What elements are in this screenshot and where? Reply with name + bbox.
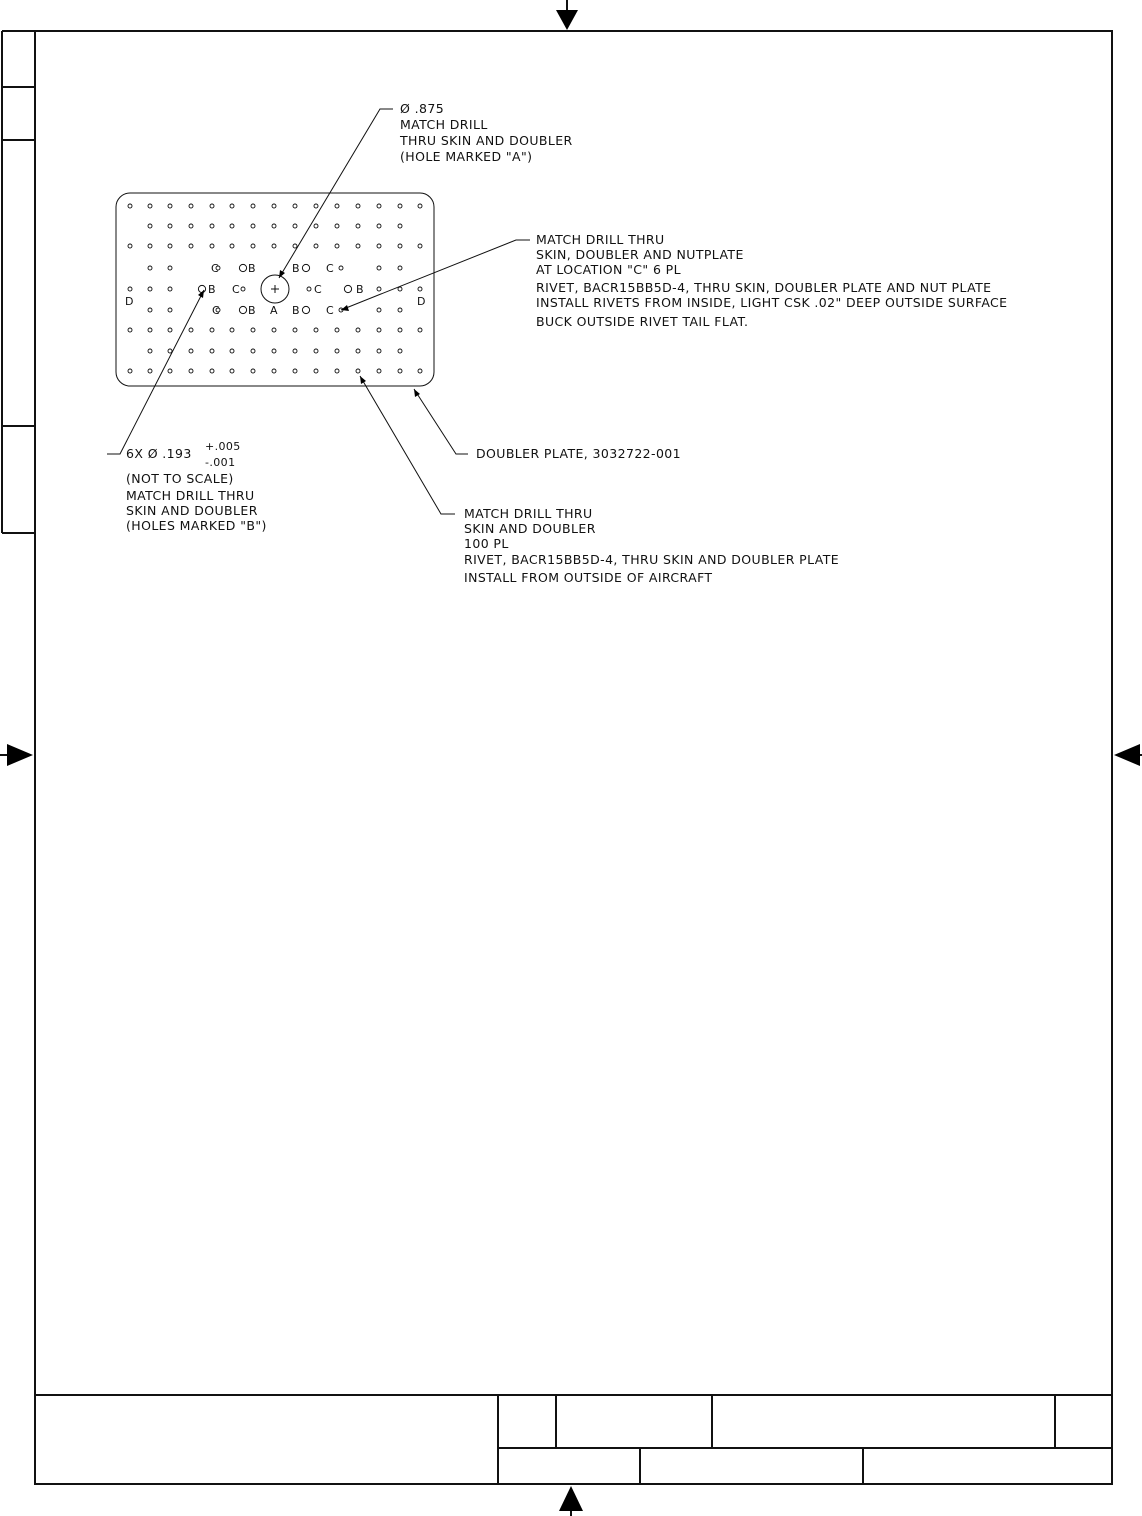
rivet-hole bbox=[210, 244, 214, 248]
rivet-hole bbox=[128, 328, 132, 332]
rivet-hole bbox=[251, 369, 255, 373]
rivet-hole bbox=[398, 349, 402, 353]
rivet-hole bbox=[377, 244, 381, 248]
hole-b-size: 6X Ø .193 bbox=[126, 446, 192, 461]
hole-b bbox=[239, 306, 246, 313]
hole-label-c: C bbox=[232, 283, 241, 296]
doubler-plate-label: DOUBLER PLATE, 3032722-001 bbox=[476, 446, 681, 461]
rivet-hole bbox=[148, 328, 152, 332]
rivet-hole bbox=[251, 328, 255, 332]
rivet-hole bbox=[251, 244, 255, 248]
rivet-hole bbox=[189, 328, 193, 332]
callout-line: SKIN AND DOUBLER bbox=[464, 521, 596, 536]
callout-line: AT LOCATION "C" 6 PL bbox=[536, 262, 681, 277]
rivet-hole bbox=[314, 224, 318, 228]
callout-line: MATCH DRILL THRU bbox=[464, 506, 593, 521]
rivet-hole bbox=[210, 328, 214, 332]
rivet-hole bbox=[148, 369, 152, 373]
rivet-hole bbox=[335, 328, 339, 332]
callout-line: MATCH DRILL THRU bbox=[126, 488, 255, 503]
hole-b bbox=[302, 306, 309, 313]
rivet-hole bbox=[168, 328, 172, 332]
rivet-hole bbox=[377, 204, 381, 208]
left-center-arrow bbox=[7, 744, 33, 766]
hole-label-c: C bbox=[212, 304, 221, 317]
rivet-hole bbox=[272, 204, 276, 208]
rivet-hole bbox=[293, 204, 297, 208]
rivet-hole bbox=[377, 266, 381, 270]
rivet-hole bbox=[128, 287, 132, 291]
callout-line: MATCH DRILL THRU bbox=[536, 232, 665, 247]
callout-line: RIVET, BACR15BB5D-4, THRU SKIN, DOUBLER PLATE AND NUT PLATE bbox=[536, 280, 992, 295]
rivet-hole bbox=[168, 266, 172, 270]
rivet-hole bbox=[128, 369, 132, 373]
rivet-hole bbox=[230, 204, 234, 208]
tolerance-plus: +.005 bbox=[205, 440, 241, 453]
top-center-arrow bbox=[556, 10, 578, 30]
rivet-hole bbox=[272, 369, 276, 373]
rivet-hole bbox=[418, 328, 422, 332]
hole-label-b: B bbox=[248, 262, 256, 275]
rivet-hole bbox=[230, 328, 234, 332]
rivet-hole bbox=[398, 287, 402, 291]
hole-label-a: A bbox=[270, 304, 278, 317]
rivet-hole bbox=[398, 328, 402, 332]
rivet-hole bbox=[272, 328, 276, 332]
callout-line: SKIN, DOUBLER AND NUTPLATE bbox=[536, 247, 744, 262]
rivet-hole bbox=[168, 369, 172, 373]
rivet-hole bbox=[314, 204, 318, 208]
rivet-hole bbox=[168, 224, 172, 228]
rivet-hole bbox=[272, 224, 276, 228]
rivet-hole bbox=[335, 349, 339, 353]
rivet-hole bbox=[398, 369, 402, 373]
right-center-arrow bbox=[1114, 744, 1140, 766]
rivet-hole bbox=[377, 224, 381, 228]
rivet-hole bbox=[377, 369, 381, 373]
rivet-hole bbox=[210, 224, 214, 228]
hole-label-b: B bbox=[292, 262, 300, 275]
rivet-hole bbox=[272, 244, 276, 248]
rivet-hole bbox=[398, 266, 402, 270]
rivet-hole bbox=[148, 224, 152, 228]
rivet-hole bbox=[148, 244, 152, 248]
callout-holes-b bbox=[126, 440, 267, 533]
rivet-hole bbox=[210, 369, 214, 373]
rivet-hole bbox=[314, 244, 318, 248]
rivet-hole bbox=[293, 244, 297, 248]
rivet-hole bbox=[314, 349, 318, 353]
rivet-hole bbox=[189, 349, 193, 353]
callout-hole-a bbox=[399, 101, 573, 164]
hole-label-c: C bbox=[314, 283, 323, 296]
rivet-hole bbox=[189, 204, 193, 208]
rivet-hole bbox=[210, 204, 214, 208]
rivet-hole bbox=[230, 369, 234, 373]
hole-label-b: B bbox=[292, 304, 300, 317]
rivet-hole bbox=[314, 369, 318, 373]
callout-line: THRU SKIN AND DOUBLER bbox=[400, 133, 573, 148]
rivet-hole bbox=[356, 224, 360, 228]
rivet-hole bbox=[398, 244, 402, 248]
hole-label-d: D bbox=[417, 295, 426, 308]
rivet-hole bbox=[293, 224, 297, 228]
hole-c bbox=[339, 266, 343, 270]
callout-line: Ø .875 bbox=[400, 101, 445, 116]
rivet-hole bbox=[148, 266, 152, 270]
rivet-hole bbox=[148, 287, 152, 291]
rivet-hole bbox=[377, 328, 381, 332]
rivet-hole bbox=[210, 349, 214, 353]
rivet-hole bbox=[128, 204, 132, 208]
rivet-hole bbox=[293, 328, 297, 332]
callout-line: INSTALL FROM OUTSIDE OF AIRCRAFT bbox=[464, 570, 713, 585]
tolerance-minus: -.001 bbox=[205, 456, 236, 469]
rivet-hole bbox=[398, 308, 402, 312]
leader-doubler bbox=[414, 389, 468, 454]
hole-label-c: C bbox=[326, 262, 335, 275]
rivet-hole bbox=[418, 244, 422, 248]
hole-c bbox=[307, 287, 311, 291]
hole-label-c: C bbox=[211, 262, 220, 275]
hole-label-c: C bbox=[326, 304, 335, 317]
callout-line: MATCH DRILL bbox=[400, 117, 488, 132]
callout-doubler bbox=[476, 446, 681, 461]
rivet-hole bbox=[335, 369, 339, 373]
rivet-hole bbox=[272, 349, 276, 353]
callout-nutplate bbox=[536, 232, 1007, 329]
rivet-hole bbox=[230, 349, 234, 353]
hole-label-b: B bbox=[356, 283, 364, 296]
hole-label-d: D bbox=[125, 295, 134, 308]
rivet-hole bbox=[168, 204, 172, 208]
callout-line: SKIN AND DOUBLER bbox=[126, 503, 258, 518]
callout-line: RIVET, BACR15BB5D-4, THRU SKIN AND DOUBLER PLATE bbox=[464, 552, 840, 567]
rivet-hole bbox=[168, 244, 172, 248]
rivet-hole bbox=[335, 204, 339, 208]
rivet-hole bbox=[148, 204, 152, 208]
rivet-hole bbox=[377, 287, 381, 291]
rivet-hole bbox=[251, 224, 255, 228]
hole-b bbox=[198, 285, 205, 292]
hole-c bbox=[241, 287, 245, 291]
callout-line: INSTALL RIVETS FROM INSIDE, LIGHT CSK .02" DEEP OUTSIDE SURFACE bbox=[536, 295, 1008, 310]
rivet-hole bbox=[293, 369, 297, 373]
rivet-hole bbox=[377, 308, 381, 312]
rivet-hole bbox=[168, 349, 172, 353]
rivet-hole bbox=[356, 244, 360, 248]
rivet-hole bbox=[168, 308, 172, 312]
bottom-center-arrow bbox=[559, 1486, 583, 1511]
rivet-hole bbox=[335, 244, 339, 248]
rivet-hole bbox=[251, 204, 255, 208]
callout-line: BUCK OUTSIDE RIVET TAIL FLAT. bbox=[536, 314, 749, 329]
callout-rivets bbox=[464, 506, 839, 585]
rivet-hole bbox=[128, 244, 132, 248]
rivet-hole bbox=[314, 328, 318, 332]
rivet-hole bbox=[230, 224, 234, 228]
rivet-hole bbox=[418, 204, 422, 208]
rivet-hole bbox=[356, 369, 360, 373]
leader-nutplate bbox=[341, 240, 530, 310]
hole-b bbox=[302, 264, 309, 271]
rivet-hole bbox=[356, 204, 360, 208]
hole-a bbox=[261, 275, 289, 303]
rivet-hole bbox=[251, 349, 255, 353]
leader-rivets bbox=[360, 376, 455, 514]
doubler-plate bbox=[116, 193, 434, 386]
title-block bbox=[35, 1395, 1112, 1484]
rivet-hole bbox=[356, 328, 360, 332]
hole-label-b: B bbox=[208, 283, 216, 296]
rivet-hole bbox=[335, 224, 339, 228]
rivet-hole bbox=[189, 369, 193, 373]
hole-b bbox=[344, 285, 351, 292]
rivet-hole bbox=[148, 308, 152, 312]
rivet-hole bbox=[230, 244, 234, 248]
rivet-hole bbox=[356, 349, 360, 353]
rivet-hole bbox=[398, 224, 402, 228]
callout-line: (HOLES MARKED "B") bbox=[126, 518, 267, 533]
rivet-hole bbox=[418, 369, 422, 373]
hole-b bbox=[239, 264, 246, 271]
arrowhead bbox=[360, 376, 366, 384]
rivet-hole bbox=[377, 349, 381, 353]
rivet-hole bbox=[189, 224, 193, 228]
arrowhead bbox=[414, 389, 420, 397]
rivet-hole bbox=[293, 349, 297, 353]
revision-strip bbox=[2, 31, 35, 533]
rivet-hole bbox=[168, 287, 172, 291]
hole-label-b: B bbox=[248, 304, 256, 317]
rivet-hole bbox=[418, 287, 422, 291]
callout-line: (NOT TO SCALE) bbox=[126, 471, 234, 486]
callout-line: (HOLE MARKED "A") bbox=[400, 149, 533, 164]
rivet-hole bbox=[398, 204, 402, 208]
rivet-hole bbox=[148, 349, 152, 353]
callout-line: 100 PL bbox=[464, 536, 509, 551]
rivet-hole bbox=[189, 244, 193, 248]
